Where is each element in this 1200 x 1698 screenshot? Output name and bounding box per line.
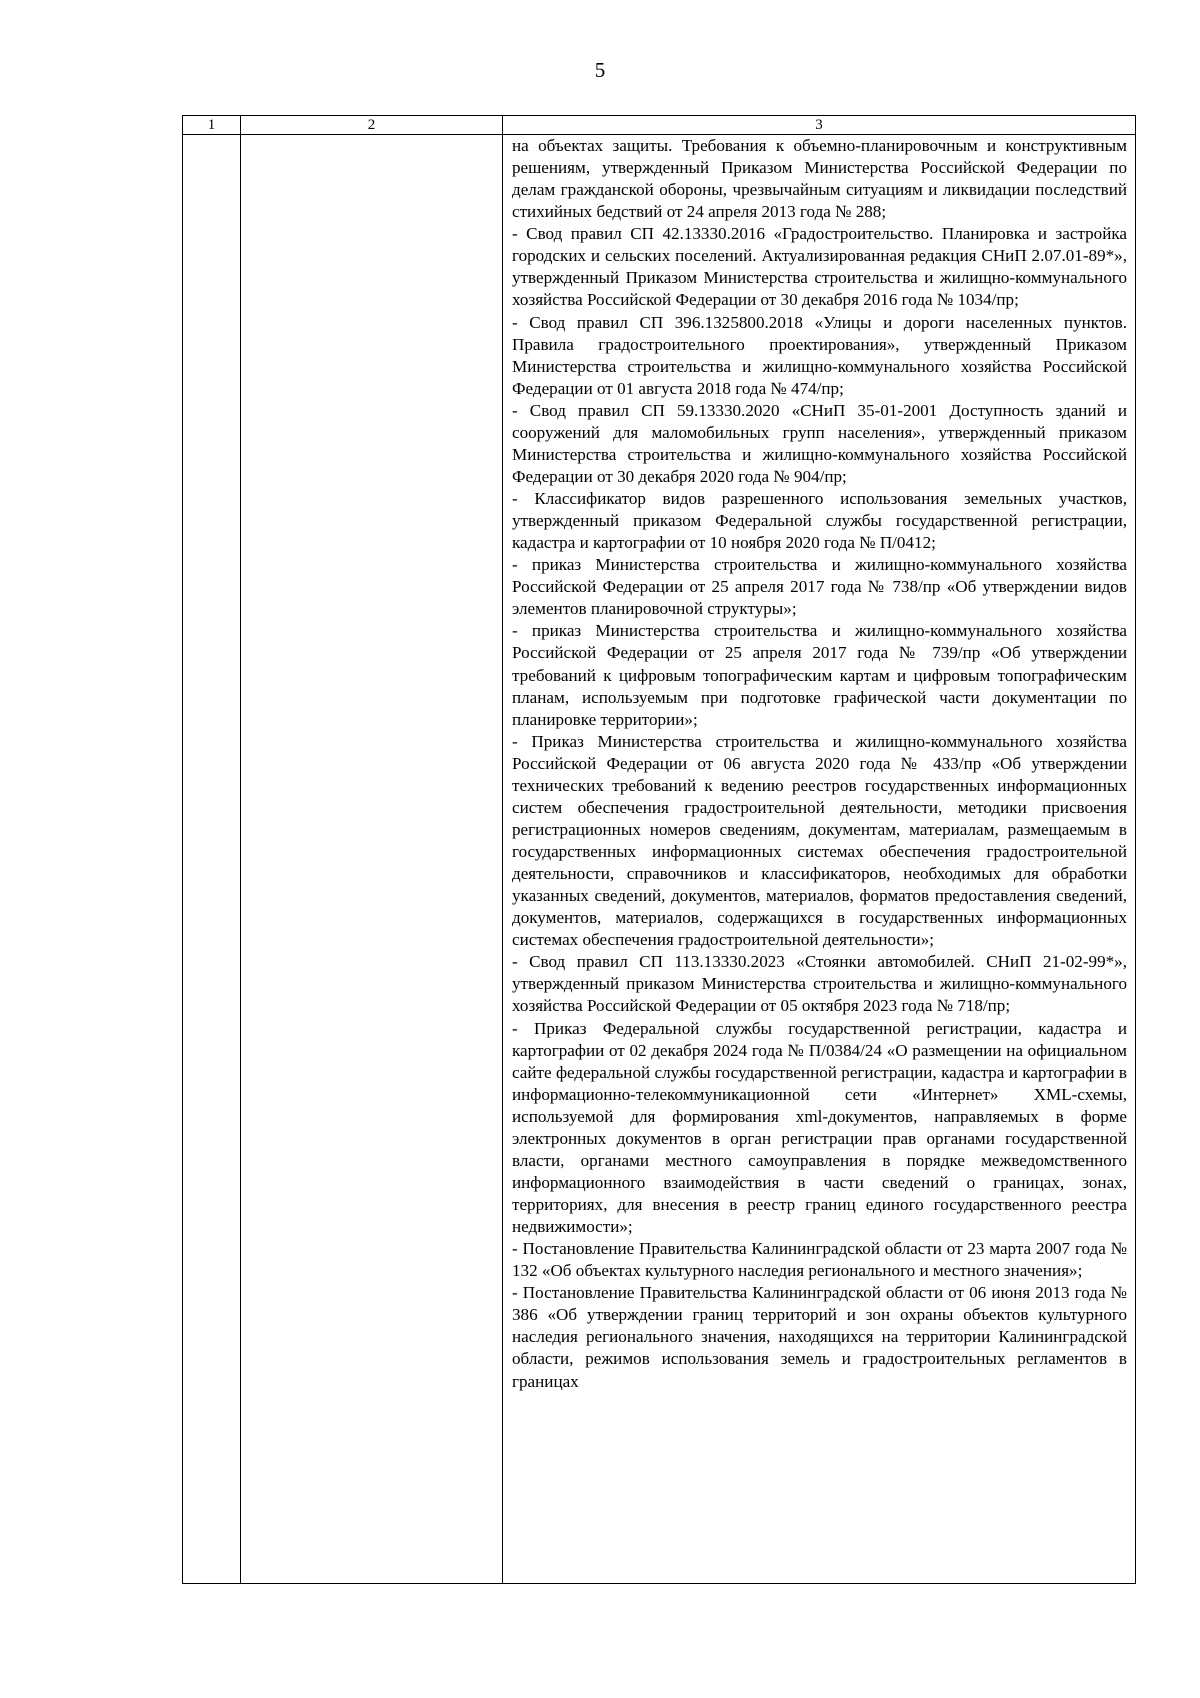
document-table — [182, 115, 1136, 1584]
regulation-paragraph: - Свод правил СП 113.13330.2023 «Стоянки автомобилей. СНиП 21-02-99*», утвержденный приказом Министерства строительства и жилищно-коммунального хозяйства Российской Федерации от 05 октября 2023 года № 718/пр; — [512, 952, 1127, 1016]
row-cell-3 — [503, 135, 1136, 1584]
table-header-row — [183, 116, 1136, 135]
header-cell-3: 3 — [503, 116, 1136, 135]
page-number: 5 — [594, 58, 606, 82]
regulation-paragraph: - Приказ Федеральной службы государственной регистрации, кадастра и картографии от 02 декабря 2024 года № П/0384/24 «О размещении на официальном сайте федеральной службы государственной регистрации, кадастра и картографии в информационно-телекоммуникационной сети «Интернет» XML-схемы, используемой для формирования xml-документов, направляемых в форме электронных документов в орган регистрации прав органами государственной власти, органами местного самоуправления в порядке межведомственного информационного взаимодействия в части сведений о границах, зонах, территориях, для внесения в реестр границ единого государственного реестра недвижимости»; — [512, 1018, 1127, 1237]
table-row — [183, 135, 1136, 1584]
regulation-paragraph: - Классификатор видов разрешенного использования земельных участков, утвержденный приказом Федеральной службы государственной регистрации, кадастра и картографии от 10 ноября 2020 года № П/0412; — [512, 489, 1127, 553]
regulation-paragraph: - Постановление Правительства Калининградской области от 23 марта 2007 года № 132 «Об объектах культурного наследия регионального и местного значения»; — [512, 1239, 1127, 1281]
header-cell-2: 2 — [241, 116, 503, 135]
regulation-paragraph: - Постановление Правительства Калининградской области от 06 июня 2013 года № 386 «Об утверждении границ территорий и зон охраны объектов культурного наследия регионального значения, находящихся на территории Калининградской области, режимов использования земель и градостроительных регламентов в границах — [512, 1283, 1127, 1391]
regulation-paragraph: - Свод правил СП 396.1325800.2018 «Улицы и дороги населенных пунктов. Правила градостроительного проектирования», утвержденный Приказом Министерства строительства и жилищно-коммунального хозяйства Российской Федерации от 01 августа 2018 года № 474/пр; — [512, 312, 1127, 398]
regulation-paragraph: - приказ Министерства строительства и жилищно-коммунального хозяйства Российской Федерации от 25 апреля 2017 года № 738/пр «Об утверждении видов элементов планировочной структуры»; — [512, 555, 1127, 619]
row-cell-2 — [241, 135, 503, 1584]
header-cell-1: 1 — [183, 116, 241, 135]
regulations-list — [503, 135, 1135, 1393]
regulation-paragraph: - приказ Министерства строительства и жилищно-коммунального хозяйства Российской Федерации от 25 апреля 2017 года № 739/пр «Об утверждении требований к цифровым топографическим картам и цифровым топографическим планам, используемым при подготовке графической части документации по планировке территории»; — [512, 621, 1127, 729]
row-cell-1 — [183, 135, 241, 1584]
regulation-paragraph: - Свод правил СП 42.13330.2016 «Градостроительство. Планировка и застройка городских и сельских поселений. Актуализированная редакция СНиП 2.07.01-89*», утвержденный Приказом Министерства строительства и жилищно-коммунального хозяйства Российской Федерации от 30 декабря 2016 года № 1034/пр; — [512, 224, 1127, 310]
regulation-paragraph: - Свод правил СП 59.13330.2020 «СНиП 35-01-2001 Доступность зданий и сооружений для маломобильных групп населения», утвержденный приказом Министерства строительства и жилищно-коммунального хозяйства Российской Федерации от 30 декабря 2020 года № 904/пр; — [512, 400, 1127, 486]
regulation-paragraph: на объектах защиты. Требования к объемно-планировочным и конструктивным решениям, утвержденный Приказом Министерства Российской Федерации по делам гражданской обороны, чрезвычайным ситуациям и ликвидации последствий стихийных бедствий от 24 апреля 2013 года № 288; — [512, 136, 1127, 222]
regulation-paragraph: - Приказ Министерства строительства и жилищно-коммунального хозяйства Российской Федерации от 06 августа 2020 года № 433/пр «Об утверждении технических требований к ведению реестров государственных информационных систем обеспечения градостроительной деятельности, методики присвоения регистрационных номеров сведениям, документам, материалам, размещаемым в государственных информационных системах обеспечения градостроительной деятельности, справочников и классификаторов, необходимых для обработки указанных сведений, документов, материалов, форматов предоставления сведений, документов, материалов, содержащихся в государственных информационных системах обеспечения градостроительной деятельности»; — [512, 731, 1127, 950]
